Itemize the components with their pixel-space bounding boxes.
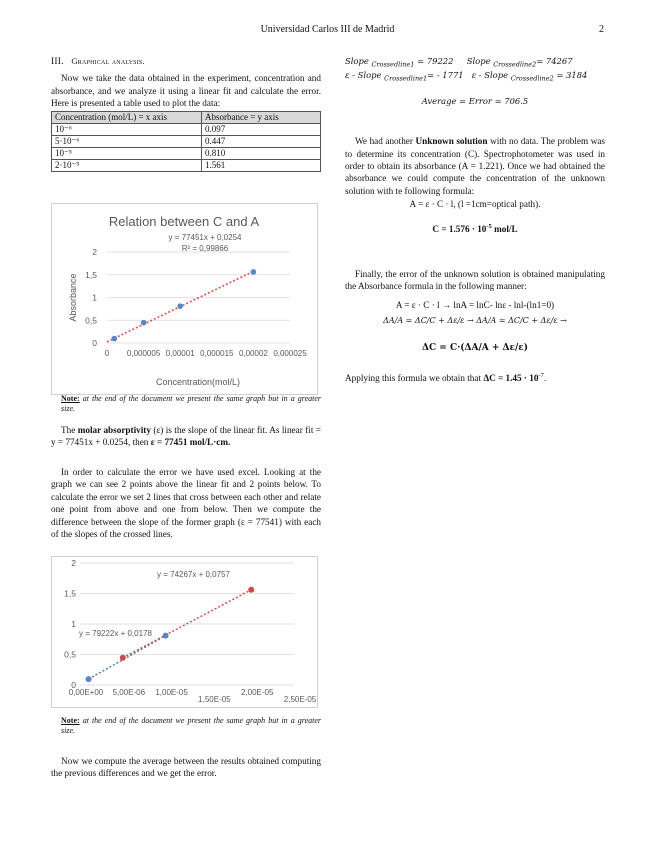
y-tick-label: 2 <box>92 247 97 257</box>
note-text: at the end of the document we present the same graph but in a greater size. <box>61 716 321 735</box>
y-tick-label: 0,5 <box>85 315 97 326</box>
slope2-sub: Crossedline2 <box>493 60 537 69</box>
table-cell: 1.561 <box>202 159 321 171</box>
chart2-svg <box>52 557 317 707</box>
diff1-label: ε - Slope <box>345 70 382 81</box>
y-tick-label: 2 <box>71 558 76 568</box>
x-tick-label: 2,50E-05 <box>283 695 317 704</box>
note-1 <box>61 394 321 414</box>
note-text: at the end of the document we present the same graph but in a greater size. <box>61 394 321 413</box>
differential-formula: ΔA/A = ΔC/C + Δε/ε → ΔA/A = ΔC/C + Δε/ε → <box>383 316 567 326</box>
diff1-value: = - 1771 <box>427 70 464 81</box>
unknown-term: Unknown solution <box>415 136 488 147</box>
note-label: Note: <box>61 716 80 725</box>
x-tick-label: 0,000005 <box>126 349 161 358</box>
slope-line <box>345 55 605 67</box>
section-title: Graphical analysis. <box>71 56 145 66</box>
apply-result: ΔC = 1.45 · 10 <box>483 373 539 384</box>
y-tick-label: 0 <box>71 680 76 690</box>
data-point <box>86 676 92 682</box>
y-axis-label: Absorbance <box>68 273 78 322</box>
data-point <box>141 320 147 326</box>
y-tick-label: 0,5 <box>64 649 76 660</box>
table-cell: 10⁻⁵ <box>52 147 202 159</box>
chart-crossed-lines <box>51 556 318 708</box>
table-row <box>52 123 321 135</box>
apply-end: . <box>543 373 547 384</box>
data-point <box>177 303 183 309</box>
data-point <box>251 269 257 275</box>
table-header: Concentration (mol/L) = x axis <box>52 111 202 123</box>
average-equation: Average = Error = 706.5 <box>421 95 529 106</box>
x-tick-label: 1,00E-05 <box>155 688 188 697</box>
error-formula: ΔC = C·(ΔA/A + Δε/ε) <box>421 342 529 353</box>
table-cell: 5·10⁻⁶ <box>52 135 202 147</box>
data-table <box>51 111 321 172</box>
conc-exp: -5 <box>486 222 492 230</box>
section-heading <box>51 55 321 68</box>
unknown-paragraph <box>345 135 605 197</box>
diff2-value: = 3184 <box>553 70 588 81</box>
r-squared-label: R² = 0,99866 <box>181 244 229 253</box>
table-cell: 10⁻⁶ <box>52 123 202 135</box>
table-cell: 2·10⁻⁵ <box>52 159 202 171</box>
molar-result: ε = 77451 mol/L·cm. <box>150 437 231 448</box>
data-point <box>112 336 118 342</box>
molar-paragraph <box>51 424 321 449</box>
slope1-sub: Crossedline1 <box>371 60 415 69</box>
x-tick-label: 5,00E-06 <box>112 688 146 697</box>
x-tick-label: 0,000015 <box>200 349 234 358</box>
unknown-text: We had another <box>355 136 416 147</box>
concentration-result <box>345 223 605 235</box>
x-tick-label: 0 <box>104 349 110 358</box>
table-header: Absorbance = y axis <box>202 111 321 123</box>
slope1-label: Slope <box>345 56 369 66</box>
y-tick-label: 1 <box>71 619 76 629</box>
line1-equation: y = 79222x + 0,0178 <box>79 629 152 638</box>
molar-text: (ε) is the slope of the linear fit. As linear fit = y = 77451x + 0.0254, then <box>51 425 321 448</box>
conc-base: C = 1.576 · 10 <box>432 223 487 234</box>
chart-title: Relation between C and A <box>108 214 260 229</box>
table-row <box>52 135 321 147</box>
left-column <box>51 55 321 172</box>
y-tick-label: 0 <box>92 338 97 348</box>
table-header-row <box>52 111 321 123</box>
conc-unit: mol/L <box>491 223 518 234</box>
data-point <box>120 655 126 661</box>
final-text: Now we compute the average between the results obtained computing the previous differences and we get the error. <box>51 756 321 779</box>
x-tick-label: 0,000025 <box>273 349 307 358</box>
slope1-value: = 79222 <box>414 56 454 66</box>
diff2-sub: Crossedline2 <box>510 75 554 84</box>
trendline-equation: y = 77451x + 0,0254 <box>168 233 242 242</box>
molar-term: molar absorptivity <box>77 425 151 435</box>
slope2-label: Slope <box>466 56 491 66</box>
y-tick-label: 1,5 <box>85 269 97 280</box>
table-row <box>52 147 321 159</box>
section-number: III. <box>51 57 64 67</box>
chart-linear-fit <box>51 203 318 395</box>
x-tick-label: 0,00E+00 <box>68 688 104 697</box>
y-tick-label: 1 <box>92 292 97 303</box>
page-header <box>0 24 655 38</box>
chart1-svg <box>52 204 317 394</box>
table-cell: 0.097 <box>202 123 321 135</box>
table-cell: 0.447 <box>202 135 321 147</box>
x-tick-label: 0,00002 <box>238 349 268 358</box>
finally-paragraph: Finally, the error of the unknown solution is obtained manipulating the Absorbance formula in the following manner: <box>345 269 605 292</box>
page-number: 2 <box>599 24 604 35</box>
x-tick-label: 0,00001 <box>165 349 195 358</box>
slope2-value: = 74267 <box>536 56 573 66</box>
crossed-line-1 <box>89 636 166 679</box>
apply-paragraph <box>345 372 605 384</box>
table-cell: 0.810 <box>202 147 321 159</box>
running-title: Universidad Carlos III de Madrid <box>260 24 395 35</box>
final-paragraph <box>51 755 321 780</box>
unknown-text: with no data. The problem was to determine its concentration (C). Spectrophotometer was used in order to obtain its absorbance (A = 1.221). Once we had obtained the absorbance we could compute the concentration of the unknown solution with te following formula: <box>345 136 605 196</box>
absorbance-formula: A = ε · C · l, (l =1cm=optical path). <box>409 199 541 210</box>
difference-line <box>345 69 605 84</box>
note-2 <box>61 716 321 736</box>
log-formula: A = ε · C · l → lnA = lnC- lnε - lnl-(ln1=0) <box>395 299 555 310</box>
error-paragraph <box>51 466 321 540</box>
line2-equation: y = 74267x + 0,0757 <box>157 570 230 579</box>
apply-exp: -7 <box>538 372 544 380</box>
x-tick-label: 2,00E-05 <box>240 688 274 697</box>
y-tick-label: 1,5 <box>64 588 76 599</box>
data-point <box>163 633 169 639</box>
right-column <box>345 55 605 385</box>
table-row <box>52 159 321 171</box>
diff2-label: ε - Slope <box>471 70 509 81</box>
note-label: Note: <box>61 394 80 403</box>
diff1-sub: Crossedline1 <box>384 75 428 84</box>
error-text: In order to calculate the error we have used excel. Looking at the graph we can see 2 points above the linear fit and 2 points below. To calculate the error we set 2 lines that cross between each other and relate one point from above and one from below. Then we compute the difference between the slope of the former graph (ε = 77541) with each of the slopes of the crossed lines. <box>51 467 321 540</box>
x-tick-label: 1,50E-05 <box>198 695 231 704</box>
intro-paragraph: Now we take the data obtained in the experiment, concentration and absorbance, and we analyze it using a linear fit and calculate the error. Here is presented a table used to plot the data: <box>51 73 321 109</box>
molar-text: The <box>61 425 78 435</box>
data-point <box>248 587 254 593</box>
x-axis-label: Concentration(mol/L) <box>155 377 241 387</box>
apply-text: Applying this formula we obtain that <box>345 373 484 384</box>
